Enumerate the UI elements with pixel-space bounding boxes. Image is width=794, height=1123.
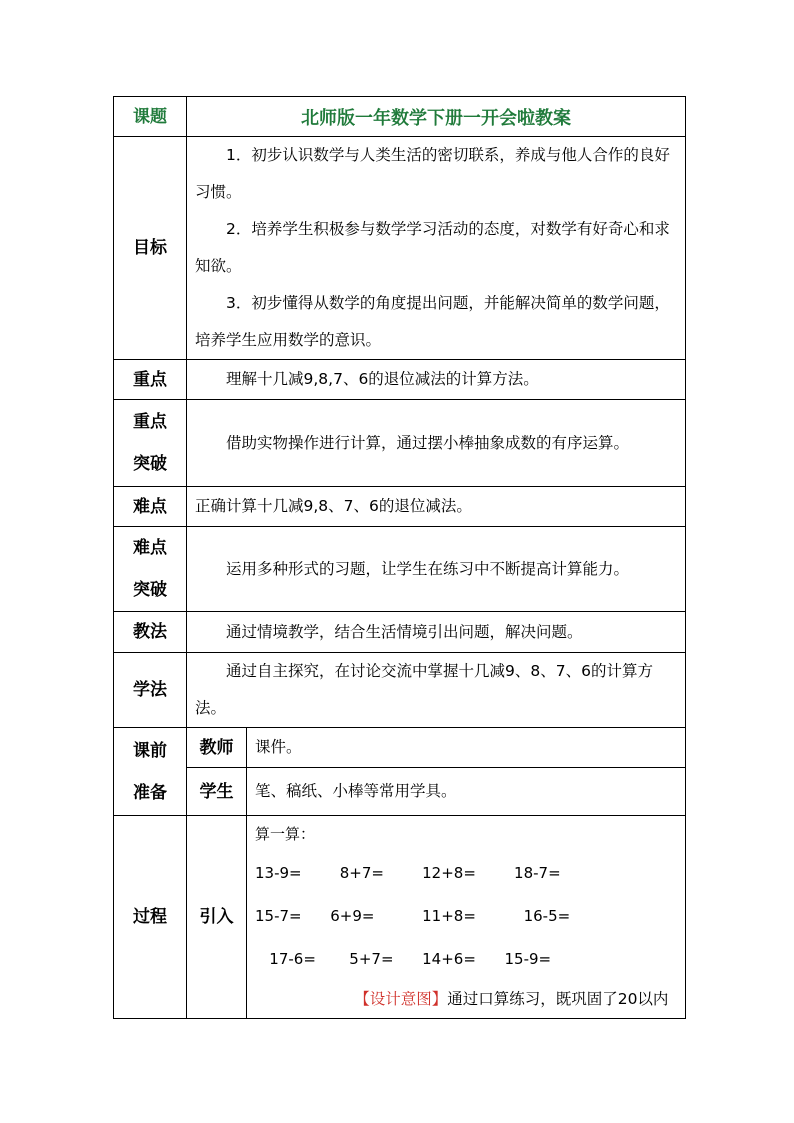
difficulty-label: 难点 [114, 487, 187, 527]
difficulty-breakthrough-row [114, 527, 686, 612]
key-breakthrough-row [114, 400, 686, 487]
goal-item: 2．培养学生积极参与数学学习活动的态度，对数学有好奇心和求知欲。 [195, 220, 670, 275]
learning-method-row [114, 653, 686, 728]
exercise-row: 13-9= 8+7= 12+8= 18-7= [255, 864, 561, 882]
teacher-label: 教师 [187, 728, 247, 768]
subject-label: 课题 [114, 97, 187, 137]
exercise-row: 15-7= 6+9= 11+8= 16-5= [255, 907, 571, 925]
process-row [114, 816, 686, 1019]
intro-label: 引入 [187, 816, 247, 1019]
key-breakthrough-text: 借助实物操作进行计算，通过摆小棒抽象成数的有序运算。 [226, 433, 630, 452]
lesson-plan-table [113, 96, 686, 1019]
goal-item: 3．初步懂得从数学的角度提出问题，并能解决简单的数学问题，培养学生应用数学的意识。 [195, 294, 670, 349]
goals-content [187, 137, 686, 360]
student-text: 笔、稿纸、小棒等常用学具。 [255, 782, 457, 800]
student-label: 学生 [187, 768, 247, 816]
design-intent-tag: 【设计意图】 [354, 990, 448, 1008]
key-text: 理解十几减9,8,7、6的退位减法的计算方法。 [226, 370, 539, 388]
teaching-method-label: 教法 [114, 612, 187, 653]
exercise-heading: 算一算： [255, 825, 316, 843]
lesson-title: 北师版一年数学下册一开会啦教案 [187, 97, 686, 137]
learning-method-text: 通过自主探究，在讨论交流中掌握十几减9、8、7、6的计算方法。 [195, 662, 653, 717]
teacher-text: 课件。 [255, 738, 302, 756]
teaching-method-text: 通过情境教学，结合生活情境引出问题，解决问题。 [226, 622, 583, 641]
teaching-method-row [114, 612, 686, 653]
exercise-row: 17-6= 5+7= 14+6= 15-9= [255, 950, 552, 968]
title-row [114, 97, 686, 137]
difficulty-row [114, 487, 686, 527]
goals-row [114, 137, 686, 360]
learning-method-label: 学法 [114, 653, 187, 728]
key-label: 重点 [114, 360, 187, 400]
design-intent [255, 981, 679, 1017]
difficulty-text: 正确计算十几减9,8、7、6的退位减法。 [195, 497, 472, 515]
key-row [114, 360, 686, 400]
intro-content [247, 816, 686, 1019]
goal-item: 1．初步认识数学与人类生活的密切联系，养成与他人合作的良好习惯。 [195, 146, 670, 201]
preparation-teacher-row [114, 728, 686, 768]
design-intent-text: 通过口算练习，既巩固了20以内 [447, 990, 669, 1008]
goals-label: 目标 [114, 137, 187, 360]
difficulty-breakthrough-label: 难点 突破 [114, 527, 187, 612]
process-label: 过程 [114, 816, 187, 1019]
preparation-student-row [114, 768, 686, 816]
difficulty-breakthrough-text: 运用多种形式的习题，让学生在练习中不断提高计算能力。 [226, 559, 630, 578]
key-breakthrough-label: 重点 突破 [114, 400, 187, 487]
preparation-label: 课前 准备 [114, 728, 187, 816]
